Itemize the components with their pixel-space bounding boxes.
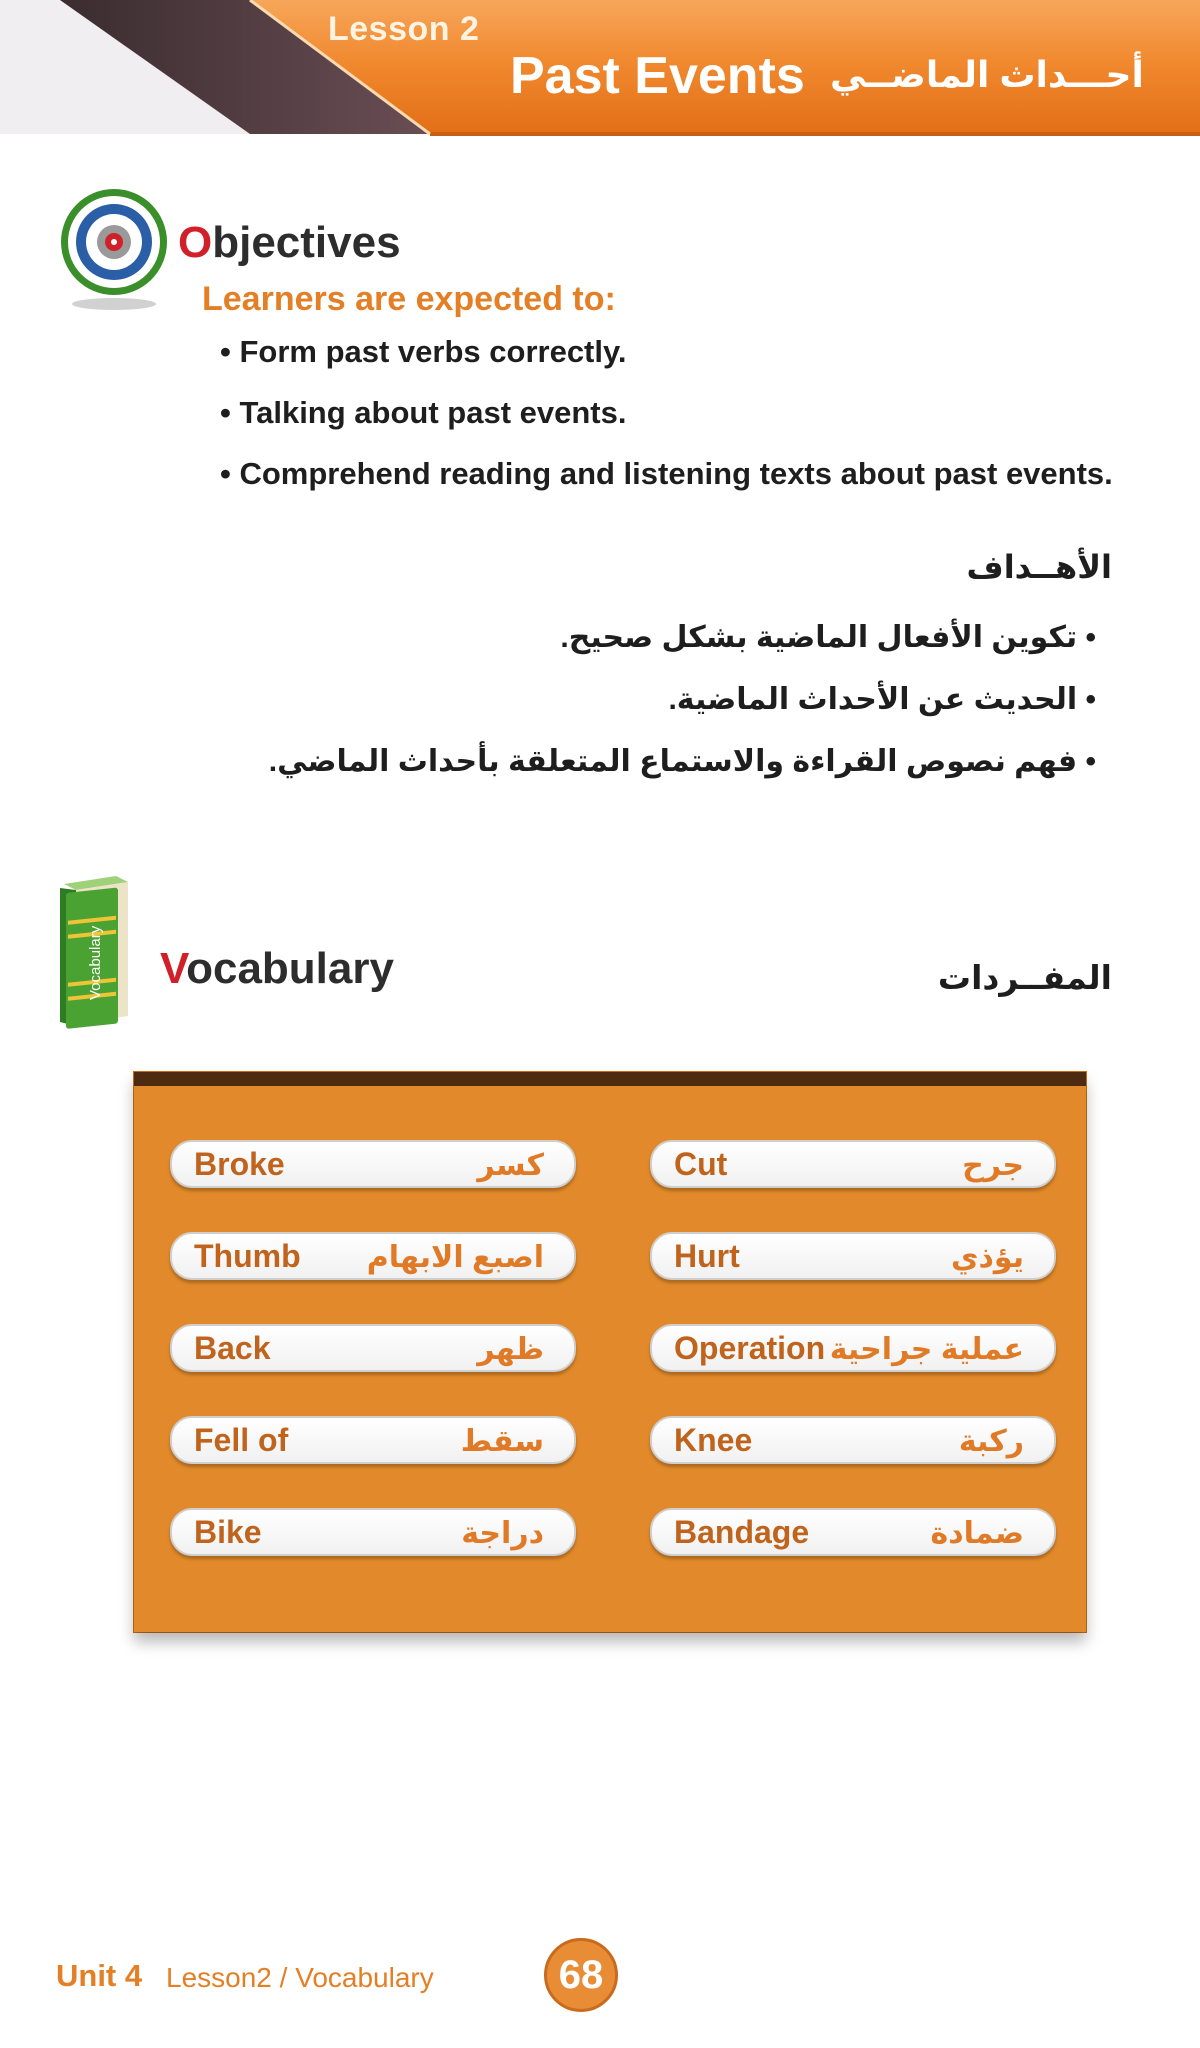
objectives-subtitle: Learners are expected to: bbox=[202, 280, 616, 318]
objective-item-arabic: • تكوين الأفعال الماضية بشكل صحيح. bbox=[560, 621, 1096, 654]
vocab-word-arabic: كسر bbox=[477, 1149, 544, 1182]
vocabulary-heading-rest: ocabulary bbox=[186, 944, 394, 993]
book-spine-label: Vocabulary bbox=[87, 925, 104, 1000]
vocab-word: Operation bbox=[674, 1330, 826, 1366]
vocabulary-board bbox=[134, 1072, 1086, 1632]
vocab-word-arabic: ظهر bbox=[477, 1333, 544, 1366]
vocab-word-arabic: دراجة bbox=[461, 1517, 544, 1550]
vocabulary-heading-initial: V bbox=[160, 944, 187, 993]
objectives-heading-initial: O bbox=[178, 218, 213, 267]
vocab-word: Thumb bbox=[194, 1238, 301, 1274]
objectives-list-arabic bbox=[269, 620, 1096, 806]
objective-item: • Comprehend reading and listening texts about past events. bbox=[220, 456, 1113, 491]
objective-item: • Talking about past events. bbox=[220, 395, 627, 430]
lesson-title: Past Events bbox=[510, 47, 805, 105]
vocab-word: Broke bbox=[194, 1146, 285, 1182]
objective-item-arabic: • الحديث عن الأحداث الماضية. bbox=[668, 683, 1096, 716]
lesson-number: Lesson 2 bbox=[328, 10, 480, 48]
vocabulary-heading bbox=[160, 944, 394, 994]
footer-unit: Unit 4 bbox=[56, 1958, 143, 1993]
footer-lesson: Lesson2 / Vocabulary bbox=[166, 1962, 434, 1993]
vocab-word: Knee bbox=[674, 1422, 753, 1458]
vocab-pill bbox=[170, 1416, 576, 1464]
vocab-word-arabic: اصبع الابهام bbox=[366, 1241, 544, 1274]
vocabulary-heading-arabic: المفــردات bbox=[937, 959, 1112, 996]
vocab-word: Fell of bbox=[194, 1422, 289, 1458]
vocab-pill bbox=[650, 1508, 1056, 1556]
vocab-pill bbox=[170, 1324, 576, 1372]
vocab-word: Hurt bbox=[674, 1238, 740, 1274]
lesson-header bbox=[0, 0, 1200, 140]
vocab-word-arabic: جرح bbox=[962, 1149, 1024, 1182]
page-number-badge: 68 bbox=[544, 1938, 618, 2012]
vocab-word-arabic: عملية جراحية bbox=[829, 1333, 1024, 1366]
vocab-pill bbox=[650, 1324, 1056, 1372]
target-icon bbox=[58, 182, 170, 314]
objective-item-arabic: • فهم نصوص القراءة والاستماع المتعلقة بأحداث الماضي. bbox=[268, 745, 1096, 778]
objectives-heading bbox=[178, 218, 401, 268]
vocab-pill bbox=[650, 1140, 1056, 1188]
vocab-pill bbox=[170, 1508, 576, 1556]
vocab-word-arabic: ركبة bbox=[958, 1425, 1024, 1458]
book-icon bbox=[56, 874, 136, 1030]
vocab-pill bbox=[170, 1140, 576, 1188]
vocab-pill bbox=[170, 1232, 576, 1280]
vocab-word-arabic: ضمادة bbox=[930, 1517, 1024, 1550]
objective-item: • Form past verbs correctly. bbox=[220, 334, 627, 369]
objectives-heading-rest: bjectives bbox=[212, 218, 401, 267]
vocab-word: Cut bbox=[674, 1146, 728, 1182]
lesson-title-arabic: أحـــداث الماضــي bbox=[830, 54, 1144, 95]
vocab-word: Bike bbox=[194, 1514, 262, 1550]
vocab-pill bbox=[650, 1416, 1056, 1464]
vocab-word: Back bbox=[194, 1330, 271, 1366]
objectives-heading-arabic: الأهــداف bbox=[966, 549, 1112, 585]
vocab-pill bbox=[650, 1232, 1056, 1280]
objectives-list bbox=[220, 334, 1113, 517]
vocab-word: Bandage bbox=[674, 1514, 810, 1550]
vocab-word-arabic: يؤذي bbox=[951, 1241, 1024, 1274]
vocab-word-arabic: سقط bbox=[460, 1425, 544, 1458]
